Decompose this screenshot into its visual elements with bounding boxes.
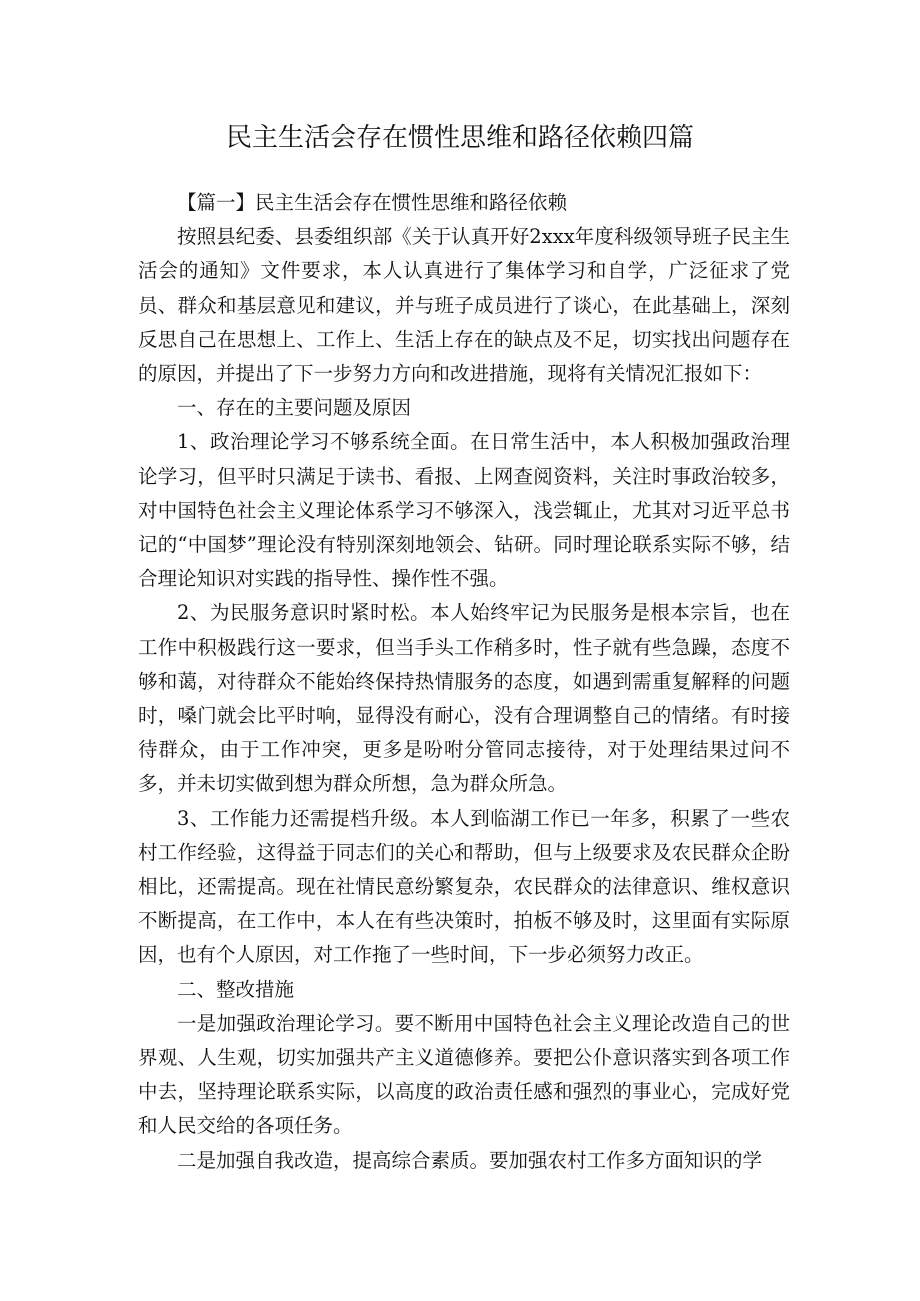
- problem-paragraph-2: 2、为民服务意识时紧时松。本人始终牢记为民服务是根本宗旨，也在工作中积极践行这一要求，但当手头工作稍多时，性子就有些急躁，态度不够和蔼，对待群众不能始终保持热情服务的态度，如遇到需重复解释的问题时，嗓门就会比平时响，显得没有耐心，没有合理调整自己的情绪。有时接待群众，由于工作冲突，更多是吩咐分管同志接待，对于处理结果过问不多，并未切实做到想为群众所想，急为群众所急。: [138, 601, 790, 796]
- problem-paragraph-1: 1、政治理论学习不够系统全面。在日常生活中，本人积极加强政治理论学习，但平时只满足于读书、看报、上网查阅资料，关注时事政治较多，对中国特色社会主义理论体系学习不够深入，浅尝辄止，尤其对习近平总书记的“中国梦”理论没有特别深刻地领会、钻研。同时理论联系实际不够，结合理论知识对实践的指导性、操作性不强。: [138, 430, 790, 591]
- section-heading-measures: 二、整改措施: [177, 977, 295, 1001]
- section-subtitle: 【篇一】民主生活会存在惯性思维和路径依赖: [177, 191, 568, 214]
- section-heading-problems: 一、存在的主要问题及原因: [177, 396, 412, 420]
- measure-paragraph-1: 一是加强政治理论学习。要不断用中国特色社会主义理论改造自己的世界观、人生观，切实加强共产主义道德修养。要把公仆意识落实到各项工作中去，坚持理论联系实际，以高度的政治责任感和强烈的事业心，完成好党和人民交给的各项任务。: [138, 1011, 790, 1138]
- document-title: 民主生活会存在惯性思维和路径依赖四篇: [225, 123, 694, 153]
- document-body: [138, 186, 790, 1178]
- problem-paragraph-3: 3、工作能力还需提档升级。本人到临湖工作已一年多，积累了一些农村工作经验，这得益于同志们的关心和帮助，但与上级要求及农民群众企盼相比，还需提高。现在社情民意纷繁复杂，农民群众的法律意识、维权意识不断提高，在工作中，本人在有些决策时，拍板不够及时，这里面有实际原因，也有个人原因，对工作拖了一些时间，下一步必须努力改正。: [138, 806, 790, 967]
- intro-paragraph: 按照县纪委、县委组织部《关于认真开好2xxx年度科级领导班子民主生活会的通知》文件要求，本人认真进行了集体学习和自学，广泛征求了党员、群众和基层意见和建议，并与班子成员进行了谈心，在此基础上，深刻反思自己在思想上、工作上、生活上存在的缺点及不足，切实找出问题存在的原因，并提出了下一步努力方向和改进措施，现将有关情况汇报如下：: [138, 225, 790, 386]
- measure-paragraph-2: 二是加强自我改造，提高综合素质。要加强农村工作多方面知识的学: [177, 1148, 763, 1172]
